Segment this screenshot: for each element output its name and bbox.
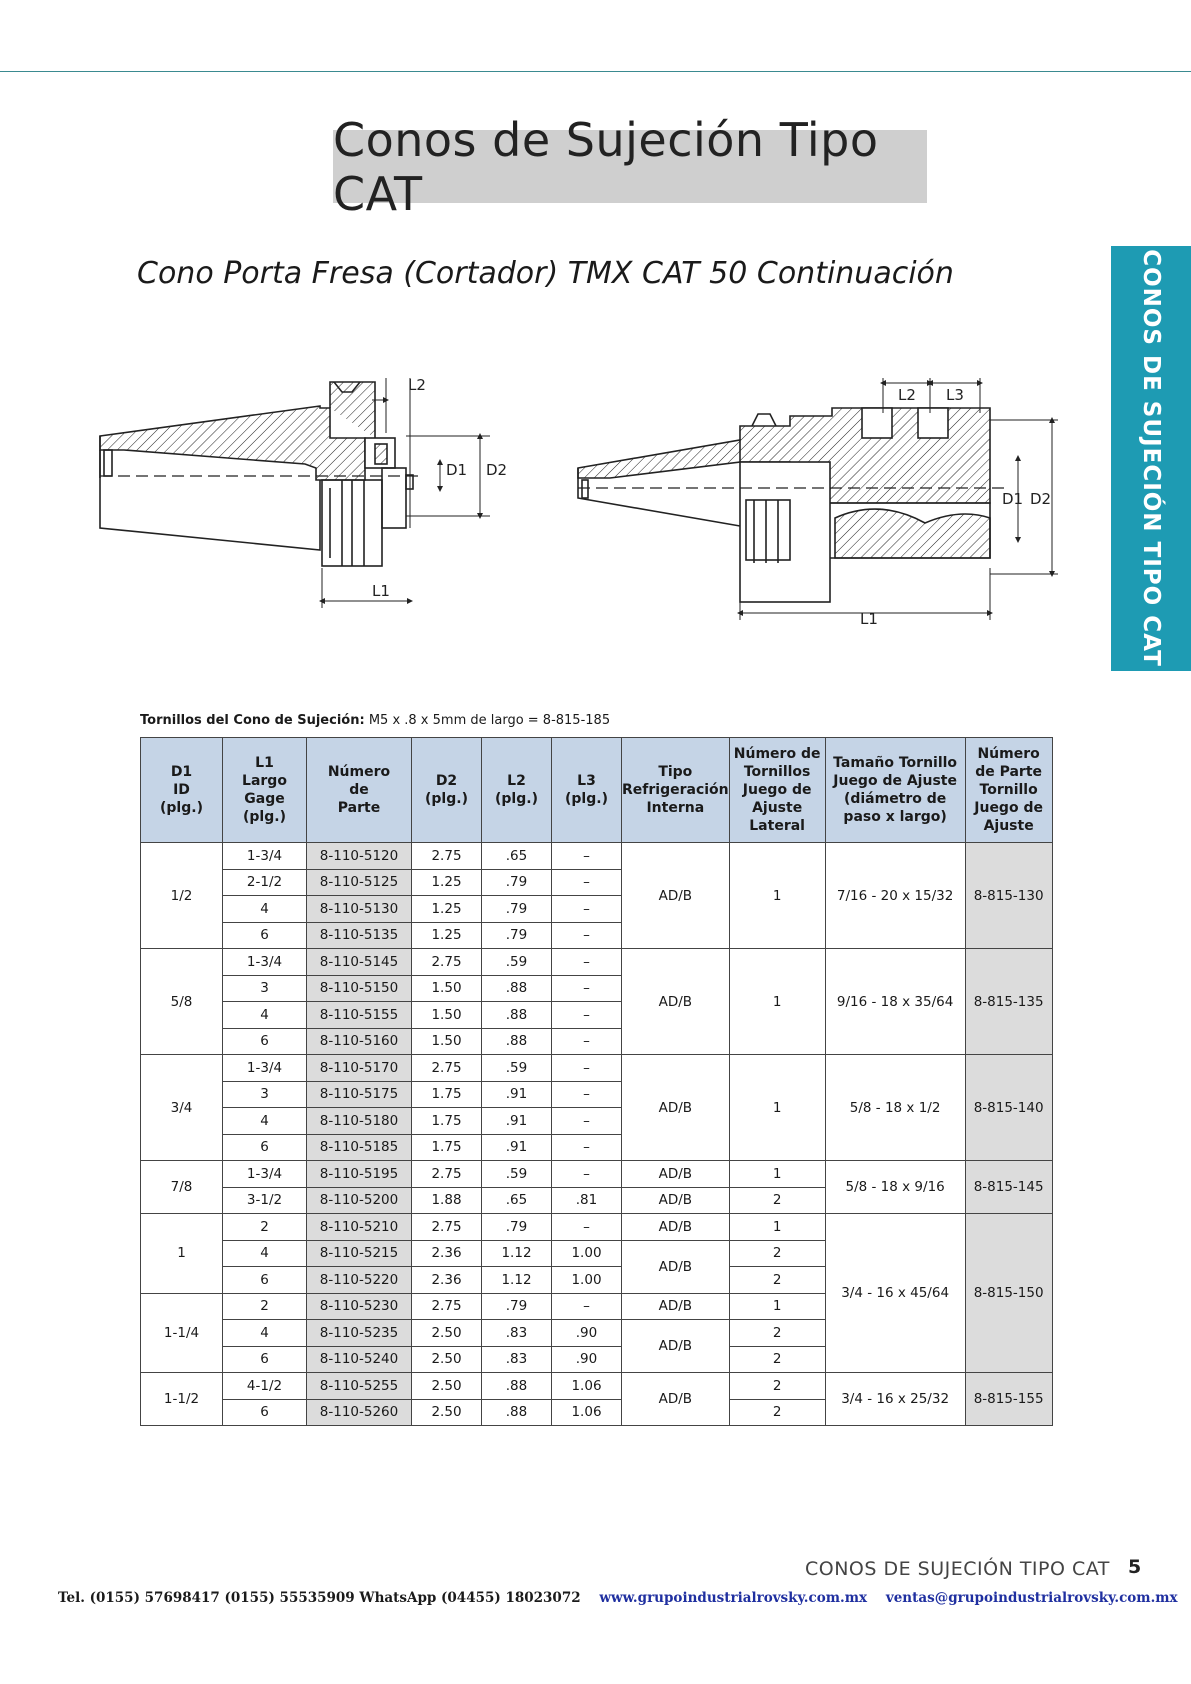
cell-l3: –	[552, 843, 622, 870]
left-l1-label: L1	[372, 582, 390, 600]
cell-coolant: AD/B	[622, 1214, 730, 1241]
cell-part: 8-110-5180	[307, 1108, 412, 1135]
cell-l2: .79	[482, 1293, 552, 1320]
cell-part: 8-110-5210	[307, 1214, 412, 1241]
cell-d2: 1.88	[412, 1187, 482, 1214]
cell-l1: 6	[223, 1346, 307, 1373]
cell-screw-part: 8-815-140	[965, 1055, 1052, 1161]
cell-l3: –	[552, 1293, 622, 1320]
cell-l3: –	[552, 922, 622, 949]
cell-l3: .90	[552, 1346, 622, 1373]
cell-screw-size: 7/16 - 20 x 15/32	[825, 843, 965, 949]
cell-l1: 6	[223, 1267, 307, 1294]
right-d1-label: D1	[1002, 490, 1024, 508]
cell-l1: 6	[223, 1134, 307, 1161]
cell-coolant: AD/B	[622, 1055, 730, 1161]
cell-l3: –	[552, 949, 622, 976]
cell-screw-size: 5/8 - 18 x 9/16	[825, 1161, 965, 1214]
cell-l1: 1-3/4	[223, 843, 307, 870]
header-l1: L1 Largo Gage (plg.)	[223, 738, 307, 843]
cell-l2: .88	[482, 1399, 552, 1426]
cell-part: 8-110-5200	[307, 1187, 412, 1214]
cell-l2: .79	[482, 1214, 552, 1241]
cell-l3: 1.06	[552, 1399, 622, 1426]
side-tab-label: CONOS DE SUJECIÓN TIPO CAT	[1138, 249, 1164, 667]
cell-l2: .88	[482, 975, 552, 1002]
contact-email[interactable]: ventas@grupoindustrialrovsky.com.mx	[885, 1590, 1178, 1606]
cell-d1: 3/4	[141, 1055, 223, 1161]
right-holder-drawing	[578, 378, 1058, 620]
cell-part: 8-110-5135	[307, 922, 412, 949]
left-d1-label: D1	[446, 461, 468, 479]
cell-l3: –	[552, 1161, 622, 1188]
cell-l1: 2	[223, 1293, 307, 1320]
cell-l2: .88	[482, 1002, 552, 1029]
cell-part: 8-110-5160	[307, 1028, 412, 1055]
page-number: 5	[1128, 1556, 1142, 1578]
cell-l2: .79	[482, 922, 552, 949]
header-coolant-type: Tipo Refrigeración Interna	[622, 738, 730, 843]
cell-coolant: AD/B	[622, 949, 730, 1055]
cell-coolant: AD/B	[622, 1161, 730, 1188]
screws-note	[140, 713, 610, 728]
cell-l1: 6	[223, 1028, 307, 1055]
cell-part: 8-110-5220	[307, 1267, 412, 1294]
cell-l1: 2	[223, 1214, 307, 1241]
cell-d2: 2.75	[412, 1161, 482, 1188]
cell-coolant: AD/B	[622, 843, 730, 949]
cell-screw-count: 2	[729, 1373, 825, 1400]
table-header-row	[141, 738, 1053, 843]
cell-d2: 2.75	[412, 1293, 482, 1320]
cell-l1: 1-3/4	[223, 949, 307, 976]
cell-screw-count: 1	[729, 1161, 825, 1188]
cell-part: 8-110-5185	[307, 1134, 412, 1161]
cell-screw-count: 2	[729, 1240, 825, 1267]
cell-d2: 1.25	[412, 869, 482, 896]
cell-l3: 1.06	[552, 1373, 622, 1400]
cell-screw-size: 3/4 - 16 x 45/64	[825, 1214, 965, 1373]
cell-l3: .81	[552, 1187, 622, 1214]
cell-l3: –	[552, 1214, 622, 1241]
header-l3: L3 (plg.)	[552, 738, 622, 843]
right-l1-label: L1	[860, 610, 878, 628]
right-l2-label: L2	[898, 386, 916, 404]
cell-d2: 1.75	[412, 1108, 482, 1135]
cell-screw-count: 1	[729, 1214, 825, 1241]
cell-d2: 2.75	[412, 843, 482, 870]
cell-l2: .91	[482, 1108, 552, 1135]
header-d2: D2 (plg.)	[412, 738, 482, 843]
cell-l2: .88	[482, 1028, 552, 1055]
cell-part: 8-110-5125	[307, 869, 412, 896]
cell-l1: 3	[223, 1081, 307, 1108]
cell-part: 8-110-5120	[307, 843, 412, 870]
cell-screw-part: 8-815-130	[965, 843, 1052, 949]
cell-coolant: AD/B	[622, 1187, 730, 1214]
cell-d2: 2.36	[412, 1267, 482, 1294]
cell-coolant: AD/B	[622, 1293, 730, 1320]
cell-l2: 1.12	[482, 1240, 552, 1267]
cell-d2: 1.75	[412, 1134, 482, 1161]
cell-l3: –	[552, 1002, 622, 1029]
cell-d1: 1	[141, 1214, 223, 1294]
cell-l2: .59	[482, 1161, 552, 1188]
cell-l1: 4	[223, 1108, 307, 1135]
cell-screw-count: 1	[729, 1293, 825, 1320]
cell-screw-size: 9/16 - 18 x 35/64	[825, 949, 965, 1055]
cell-l3: 1.00	[552, 1267, 622, 1294]
top-rule	[0, 71, 1191, 72]
cell-part: 8-110-5235	[307, 1320, 412, 1347]
cell-screw-count: 1	[729, 949, 825, 1055]
contact-phones: Tel. (0155) 57698417 (0155) 55535909 WhatsApp (04455) 18023072	[58, 1590, 581, 1606]
cell-d2: 1.50	[412, 1028, 482, 1055]
table-row	[141, 1055, 1053, 1082]
cell-part: 8-110-5240	[307, 1346, 412, 1373]
cell-part: 8-110-5150	[307, 975, 412, 1002]
cell-d2: 2.75	[412, 1055, 482, 1082]
cell-screw-count: 2	[729, 1320, 825, 1347]
cell-part: 8-110-5145	[307, 949, 412, 976]
cell-l1: 4-1/2	[223, 1373, 307, 1400]
page-title-box	[333, 112, 927, 221]
cell-l2: .83	[482, 1320, 552, 1347]
cell-screw-part: 8-815-145	[965, 1161, 1052, 1214]
cell-l1: 1-3/4	[223, 1055, 307, 1082]
left-holder-drawing	[100, 378, 490, 608]
cell-screw-part: 8-815-150	[965, 1214, 1052, 1373]
cell-l1: 4	[223, 1240, 307, 1267]
cell-l3: –	[552, 1081, 622, 1108]
cell-l1: 4	[223, 1320, 307, 1347]
cell-l3: –	[552, 1134, 622, 1161]
cell-d2: 2.75	[412, 949, 482, 976]
page-title: Conos de Sujeción Tipo CAT	[333, 112, 879, 221]
cell-part: 8-110-5215	[307, 1240, 412, 1267]
cell-screw-part: 8-815-135	[965, 949, 1052, 1055]
cell-screw-count: 1	[729, 843, 825, 949]
cell-d2: 1.75	[412, 1081, 482, 1108]
cell-l1: 1-3/4	[223, 1161, 307, 1188]
cell-l1: 6	[223, 922, 307, 949]
cell-l3: –	[552, 1055, 622, 1082]
table-row	[141, 1373, 1053, 1400]
cell-part: 8-110-5255	[307, 1373, 412, 1400]
cell-d1: 5/8	[141, 949, 223, 1055]
cell-l2: .65	[482, 843, 552, 870]
cell-part: 8-110-5130	[307, 896, 412, 923]
left-l2-label: L2	[408, 376, 426, 394]
cell-l2: .59	[482, 1055, 552, 1082]
cell-l1: 2-1/2	[223, 869, 307, 896]
cell-d2: 2.50	[412, 1320, 482, 1347]
header-screw-count: Número de Tornillos Juego de Ajuste Lateral	[729, 738, 825, 843]
cell-part: 8-110-5155	[307, 1002, 412, 1029]
cell-coolant: AD/B	[622, 1240, 730, 1293]
header-l2: L2 (plg.)	[482, 738, 552, 843]
right-d2-label: D2	[1030, 490, 1052, 508]
cell-coolant: AD/B	[622, 1320, 730, 1373]
cell-screw-count: 2	[729, 1187, 825, 1214]
cell-l1: 4	[223, 1002, 307, 1029]
cell-screw-part: 8-815-155	[965, 1373, 1052, 1426]
cell-part: 8-110-5230	[307, 1293, 412, 1320]
cell-screw-size: 5/8 - 18 x 1/2	[825, 1055, 965, 1161]
cell-l2: .79	[482, 869, 552, 896]
cell-d2: 2.75	[412, 1214, 482, 1241]
left-d2-label: D2	[486, 461, 508, 479]
cell-l3: .90	[552, 1320, 622, 1347]
cell-l1: 6	[223, 1399, 307, 1426]
cell-d1: 1/2	[141, 843, 223, 949]
cell-d2: 2.36	[412, 1240, 482, 1267]
cell-screw-count: 2	[729, 1346, 825, 1373]
cell-part: 8-110-5170	[307, 1055, 412, 1082]
cell-d1: 1-1/2	[141, 1373, 223, 1426]
header-screw-part: Número de Parte Tornillo Juego de Ajuste	[965, 738, 1052, 843]
tool-holder-diagrams	[90, 368, 1060, 648]
cell-d1: 7/8	[141, 1161, 223, 1214]
cell-l3: 1.00	[552, 1240, 622, 1267]
contact-website[interactable]: www.grupoindustrialrovsky.com.mx	[599, 1590, 868, 1606]
cell-d2: 2.50	[412, 1399, 482, 1426]
header-screw-size: Tamaño Tornillo Juego de Ajuste (diámetro de paso x largo)	[825, 738, 965, 843]
spec-table	[140, 737, 1053, 1426]
cell-l2: .88	[482, 1373, 552, 1400]
cell-d2: 1.50	[412, 975, 482, 1002]
cell-l2: .59	[482, 949, 552, 976]
cell-l2: .91	[482, 1081, 552, 1108]
page-subtitle: Cono Porta Fresa (Cortador) TMX CAT 50 Continuación	[137, 256, 954, 291]
cell-screw-count: 1	[729, 1055, 825, 1161]
cell-part: 8-110-5195	[307, 1161, 412, 1188]
cell-l2: .91	[482, 1134, 552, 1161]
cell-screw-count: 2	[729, 1399, 825, 1426]
cell-l2: .83	[482, 1346, 552, 1373]
header-part-number: Número de Parte	[307, 738, 412, 843]
cell-l3: –	[552, 896, 622, 923]
screws-note-label: Tornillos del Cono de Sujeción:	[140, 713, 365, 728]
cell-d2: 1.50	[412, 1002, 482, 1029]
cell-screw-size: 3/4 - 16 x 25/32	[825, 1373, 965, 1426]
screws-note-value: M5 x .8 x 5mm de largo = 8-815-185	[368, 713, 611, 728]
cell-l2: .79	[482, 896, 552, 923]
cell-l3: –	[552, 1108, 622, 1135]
footer-section-label: CONOS DE SUJECIÓN TIPO CAT	[805, 1558, 1110, 1580]
cell-l1: 3	[223, 975, 307, 1002]
cell-d2: 2.50	[412, 1346, 482, 1373]
cell-screw-count: 2	[729, 1267, 825, 1294]
cell-l1: 4	[223, 896, 307, 923]
cell-part: 8-110-5175	[307, 1081, 412, 1108]
contact-line	[58, 1590, 1178, 1606]
cell-l3: –	[552, 869, 622, 896]
cell-d2: 2.50	[412, 1373, 482, 1400]
cell-l3: –	[552, 1028, 622, 1055]
table-row	[141, 1214, 1053, 1241]
side-tab	[1111, 246, 1191, 671]
header-d1: D1 ID (plg.)	[141, 738, 223, 843]
cell-l2: 1.12	[482, 1267, 552, 1294]
cell-l1: 3-1/2	[223, 1187, 307, 1214]
cell-l3: –	[552, 975, 622, 1002]
table-row	[141, 1161, 1053, 1188]
cell-d1: 1-1/4	[141, 1293, 223, 1373]
cell-d2: 1.25	[412, 896, 482, 923]
cell-d2: 1.25	[412, 922, 482, 949]
cell-coolant: AD/B	[622, 1373, 730, 1426]
table-row	[141, 949, 1053, 976]
cell-l2: .65	[482, 1187, 552, 1214]
right-l3-label: L3	[946, 386, 964, 404]
table-row	[141, 843, 1053, 870]
cell-part: 8-110-5260	[307, 1399, 412, 1426]
